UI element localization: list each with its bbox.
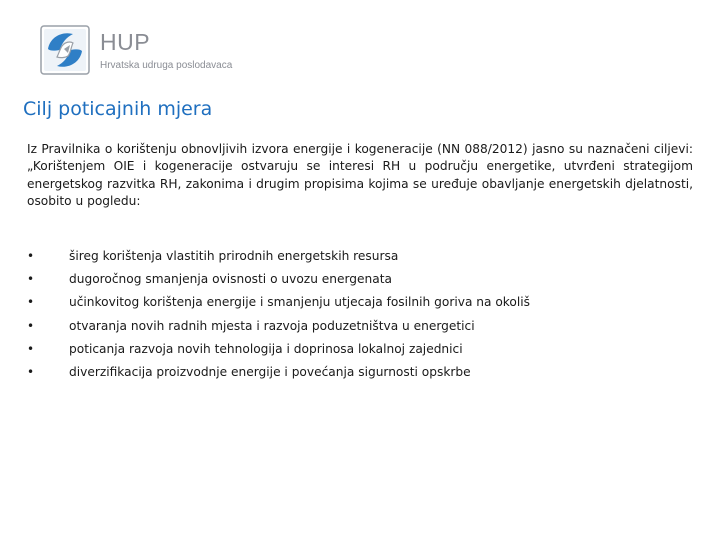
brand-subtitle: Hrvatska udruga poslodavaca [100,60,233,71]
hup-logo [40,25,255,77]
list-item-text: dugoročnog smanjenja ovisnosti o uvozu energenata [69,272,392,287]
list-item-text: poticanja razvoja novih tehnologija i doprinosa lokalnoj zajednici [69,341,463,356]
goals-list [27,245,687,384]
bullet-icon: • [27,341,35,356]
bullet-icon: • [27,364,35,379]
list-item [27,268,687,291]
slide-title: Cilj poticajnih mjera [23,98,213,120]
bullet-icon: • [27,318,35,333]
list-item-text: šireg korištenja vlastitih prirodnih energetskih resursa [69,249,399,263]
brand-name: HUP [100,29,151,55]
list-item [27,291,687,314]
bullet-icon: • [27,249,35,263]
list-item [27,315,687,338]
list-item-text: diverzifikacija proizvodnje energije i povećanja sigurnosti opskrbe [69,364,471,379]
list-item [27,361,687,384]
list-item [27,245,687,268]
intro-paragraph: Iz Pravilnika o korištenju obnovljivih izvora energije i kogeneracije (NN 088/2012) jasno su naznačeni ciljevi: „Korištenjem OIE i kogeneracije ostvaruju se interesi RH u području energetike, utvrđeni strategijom energetskog razvitka RH, zakonima i drugim propisima kojima se uređuje obavljanje energetskih djelatnosti, osobito u pogledu: [27,142,693,209]
list-item-text: učinkovitog korištenja energije i smanjenju utjecaja fosilnih goriva na okoliš [69,295,531,310]
bullet-icon: • [27,295,35,310]
list-item-text: otvaranja novih radnih mjesta i razvoja poduzetništva u energetici [69,318,475,333]
hup-logo-icon [40,25,90,75]
list-item [27,338,687,361]
bullet-icon: • [27,272,35,287]
